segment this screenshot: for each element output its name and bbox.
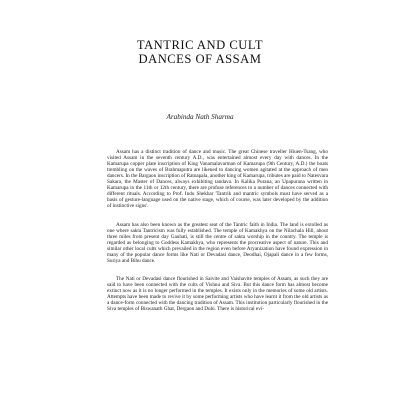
body-paragraph-2: Assam has also been known as the greatest seat of the Tantric faith in India. The land is extolled as one where sakta Tantricism was fully established. The temple of Kamakhya on the Nilachala Hill, about three miles from present day Gauhati, is still the centre of sakta worship in the country. The temple is regarded as belonging to Goddess Kamakhya, who represents the procreative aspect of nature. This and similar other local cults which prevailed in the region even before Aryanization have found expression in many of the popular dance forms like Nati or Devadasi dance, Deodhai, Ojapali dance in a few forms, Suriya and Bihu dance.: [107, 222, 328, 265]
body-paragraph-3: The Nati or Devadasi dance flourished in Saivite and Vaishavite temples of Assam, as such they are said to have been connected with the cults of Vishnu and Siva. But this dance form has almost become extinct now as it is no longer performed in the temples. It exists only in the memories of some old artists. Attempts have been made to revive it by some performing artists who have learnt it from the old artists as a dance-form connected with the dancing tradition of Assam. This institution particularly flourished in the Siva temples of Biswanath Ghat, Dergaon and Dubi. There is historical evi-: [107, 276, 328, 313]
author-name: Arabinda Nath Sharma: [166, 113, 234, 121]
body-paragraph-1: Assam has a distinct tradition of dance and music. The great Chinese traveller Hiuen-Tsang, who visited Assam in the seventh century A.D., was entertained almost every day with dances. In the Kamarupa copper plate inscription of King Vanamalavarman of Kamarupa (9th Century, A.D.) the boats trembling on the waves of Brahmaputra are likened to dancing women agitated at the approach of men dancers. In the Bargaon inscription of Ratnapala, another king of Kamarupa, tributes are paid to Natesvara Sakara, the Master of Dances, always exhibiting tandava. In Kalika Purana, an Upapurana written in Kamarupa in the 11th or 12th century, there are profuse references to a number of dances connected with different rituals. According to Prof. Indu Shekhar 'Tantrik and mantric symbols must have served as a basis of gesture-language used on the native stage, which of course, was later developed by the addition of instinctive signs'.: [107, 149, 328, 210]
article-title-line-2: DANCES OF ASSAM: [138, 52, 262, 66]
article-body: [107, 149, 328, 312]
article-title-line-1: TANTRIC AND CULT: [136, 38, 264, 52]
